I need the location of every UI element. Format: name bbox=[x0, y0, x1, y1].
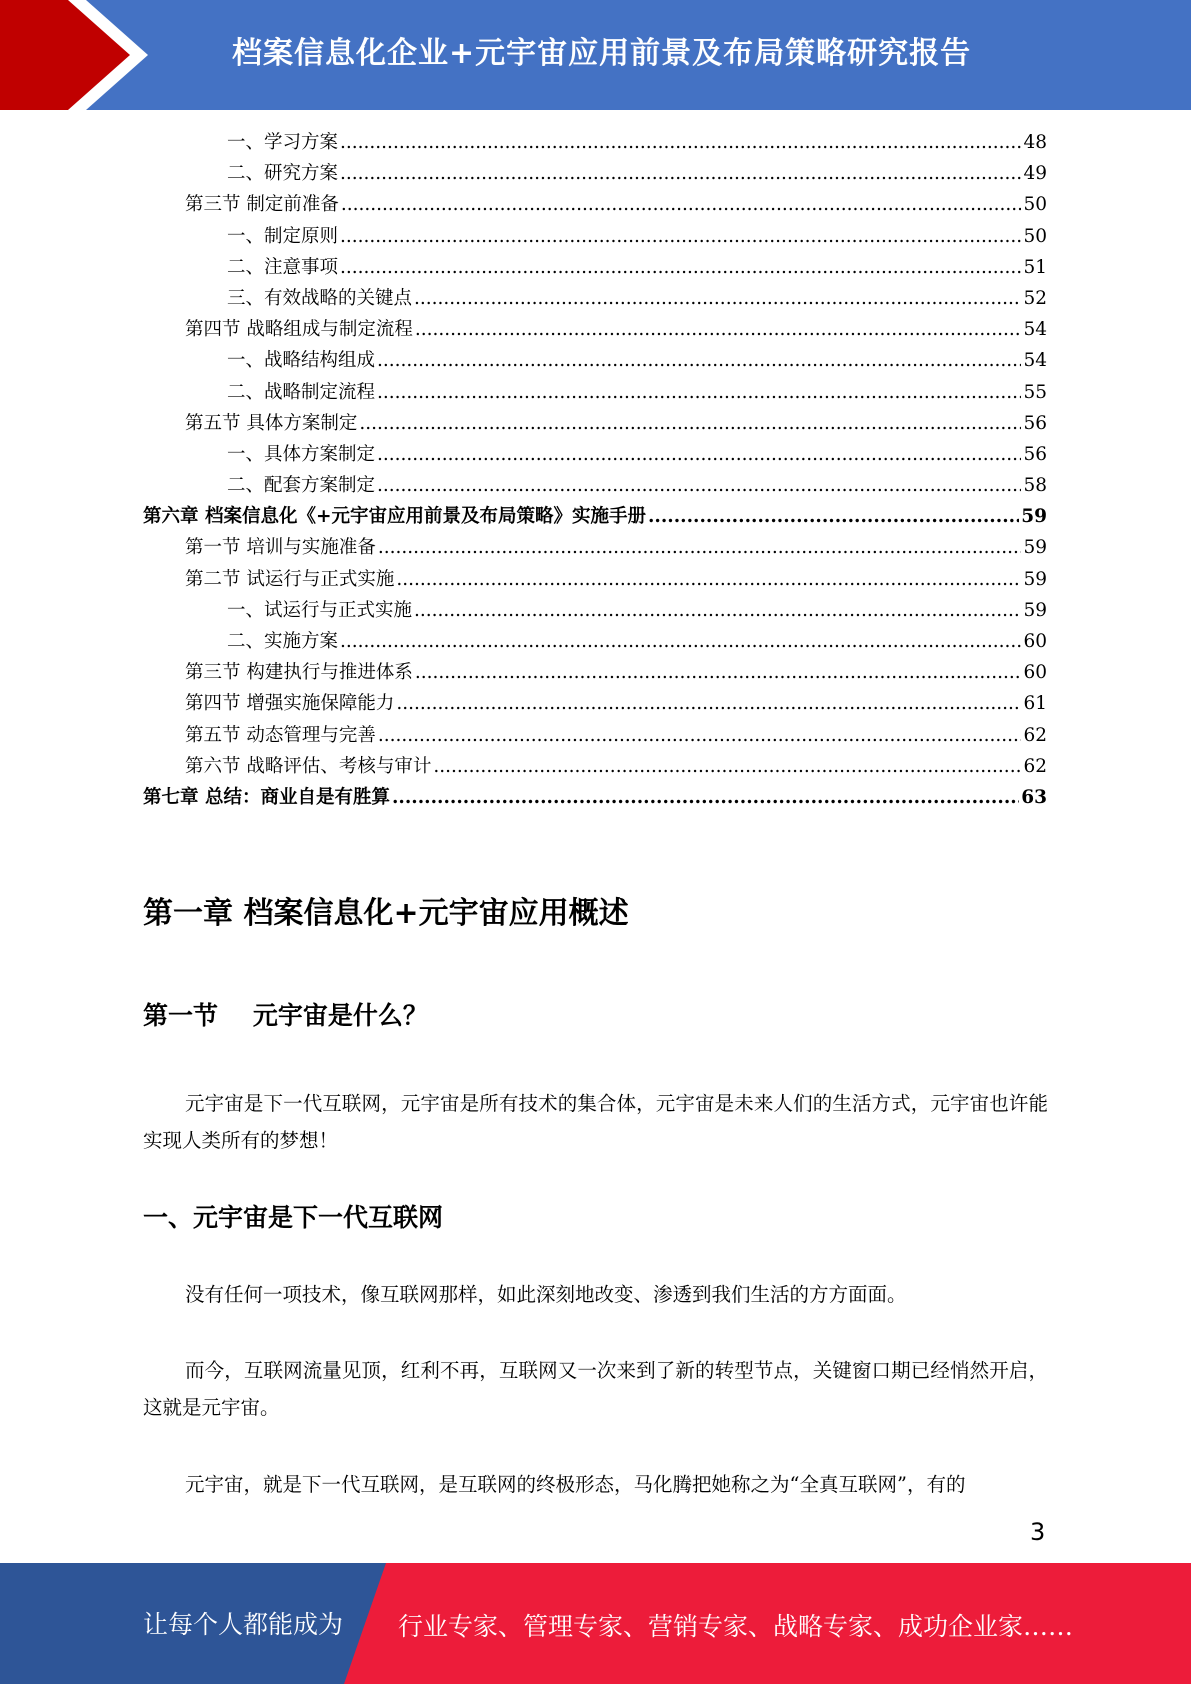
toc-entry-page: 59 bbox=[1023, 599, 1047, 621]
toc-entry[interactable] bbox=[143, 721, 1047, 752]
toc-entry[interactable] bbox=[143, 190, 1047, 221]
toc-entry[interactable] bbox=[143, 689, 1047, 720]
toc-dot-leader bbox=[377, 350, 1021, 371]
toc-entry-page: 50 bbox=[1023, 225, 1047, 247]
toc-dot-leader bbox=[415, 319, 1022, 340]
toc-entry-page: 48 bbox=[1023, 132, 1047, 153]
toc-entry[interactable] bbox=[143, 627, 1047, 658]
toc-entry-label: 一、战略结构组成 bbox=[227, 350, 376, 372]
toc-dot-leader bbox=[396, 569, 1021, 590]
body-paragraph-2: 而今，互联网流量见顶，红利不再，互联网又一次来到了新的转型节点，关键窗口期已经悄然开启，这就是元宇宙。 bbox=[143, 1359, 1048, 1419]
toc-entry-label: 二、实施方案 bbox=[227, 631, 339, 652]
toc-entry-page: 62 bbox=[1023, 755, 1047, 777]
toc-entry-page: 62 bbox=[1023, 724, 1047, 746]
toc-entry-page: 54 bbox=[1023, 350, 1047, 372]
toc-entry-label: 一、学习方案 bbox=[227, 132, 339, 153]
toc-entry[interactable] bbox=[143, 159, 1047, 190]
toc-entry-page: 54 bbox=[1023, 319, 1047, 341]
toc-entry[interactable] bbox=[143, 409, 1047, 440]
toc-entry-label: 一、具体方案制定 bbox=[227, 443, 376, 465]
toc-entry[interactable] bbox=[143, 752, 1047, 783]
toc-dot-leader bbox=[415, 662, 1022, 683]
toc-dot-leader bbox=[648, 506, 1019, 527]
toc-entry-label: 一、试运行与正式实施 bbox=[227, 599, 413, 621]
toc-dot-leader bbox=[341, 194, 1022, 215]
toc-entry-label: 第三节 制定前准备 bbox=[185, 194, 339, 216]
page-footer bbox=[0, 1563, 1191, 1684]
toc-entry-label: 一、制定原则 bbox=[227, 225, 339, 247]
toc-dot-leader bbox=[378, 725, 1022, 746]
section-title: 第一节 元宇宙是什么？ bbox=[143, 1001, 428, 1030]
toc-dot-leader bbox=[340, 631, 1021, 652]
toc-entry-label: 第七章 总结：商业自是有胜算 bbox=[143, 786, 390, 808]
toc-dot-leader bbox=[340, 163, 1021, 184]
toc-entry-label: 二、配套方案制定 bbox=[227, 475, 376, 497]
toc-dot-leader bbox=[433, 756, 1021, 777]
toc-dot-leader bbox=[340, 132, 1021, 153]
toc-dot-leader bbox=[377, 382, 1021, 403]
toc-entry-label: 第五节 具体方案制定 bbox=[185, 412, 358, 434]
toc-dot-leader bbox=[340, 226, 1021, 247]
page-header bbox=[0, 0, 1191, 110]
body-paragraph-1: 没有任何一项技术，像互联网那样，如此深刻地改变、渗透到我们生活的方方面面。 bbox=[185, 1283, 907, 1306]
toc-entry[interactable] bbox=[143, 315, 1047, 346]
toc-dot-leader bbox=[392, 787, 1019, 808]
toc-dot-leader bbox=[396, 693, 1021, 714]
toc-entry-label: 第二节 试运行与正式实施 bbox=[185, 568, 395, 590]
toc-entry[interactable] bbox=[143, 253, 1047, 284]
toc-entry[interactable] bbox=[143, 533, 1047, 564]
toc-entry-page: 51 bbox=[1023, 256, 1047, 278]
toc-entry-label: 第六节 战略评估、考核与审计 bbox=[185, 755, 432, 777]
footer-slogan-left: 让每个人都能成为 bbox=[143, 1610, 344, 1639]
toc-dot-leader bbox=[340, 257, 1021, 278]
footer-slogan-right: 行业专家、管理专家、营销专家、战略专家、成功企业家…… bbox=[398, 1612, 1074, 1641]
toc-entry-label: 二、注意事项 bbox=[227, 256, 339, 278]
toc-entry-label: 第四节 增强实施保障能力 bbox=[185, 693, 395, 715]
toc-entry-label: 第一节 培训与实施准备 bbox=[185, 537, 376, 559]
toc-dot-leader bbox=[359, 413, 1021, 434]
toc-entry-label: 第六章 档案信息化《+元宇宙应用前景及布局策略》实施手册 bbox=[143, 506, 646, 528]
toc-dot-leader bbox=[378, 537, 1022, 558]
toc-entry[interactable] bbox=[143, 471, 1047, 502]
toc-entry-page: 49 bbox=[1023, 163, 1047, 185]
toc-dot-leader bbox=[377, 475, 1021, 496]
toc-entry[interactable] bbox=[143, 783, 1047, 814]
toc-entry[interactable] bbox=[143, 284, 1047, 315]
toc-entry-label: 二、研究方案 bbox=[227, 163, 339, 185]
toc-entry-label: 第五节 动态管理与完善 bbox=[185, 724, 376, 746]
header-title: 档案信息化企业+元宇宙应用前景及布局策略研究报告 bbox=[232, 36, 972, 71]
toc-entry-page: 58 bbox=[1023, 475, 1047, 497]
toc-entry-page: 59 bbox=[1021, 506, 1047, 528]
toc-entry-page: 56 bbox=[1023, 412, 1047, 434]
toc-entry[interactable] bbox=[143, 128, 1047, 159]
toc-entry-page: 63 bbox=[1021, 786, 1047, 808]
toc-entry-page: 60 bbox=[1023, 662, 1047, 684]
toc-entry-page: 52 bbox=[1023, 287, 1047, 309]
toc-dot-leader bbox=[414, 600, 1021, 621]
toc-entry[interactable] bbox=[143, 440, 1047, 471]
toc-entry[interactable] bbox=[143, 502, 1047, 533]
toc-entry-label: 第四节 战略组成与制定流程 bbox=[185, 319, 413, 341]
subsection-title: 一、元宇宙是下一代互联网 bbox=[143, 1203, 444, 1232]
toc-entry-page: 50 bbox=[1023, 194, 1047, 216]
toc-entry[interactable] bbox=[143, 222, 1047, 253]
toc-entry-label: 三、有效战略的关键点 bbox=[227, 287, 413, 309]
toc-entry-label: 二、战略制定流程 bbox=[227, 381, 376, 403]
toc-entry-page: 60 bbox=[1023, 631, 1047, 652]
toc-entry[interactable] bbox=[143, 346, 1047, 377]
toc-entry[interactable] bbox=[143, 378, 1047, 409]
intro-paragraph: 元宇宙是下一代互联网，元宇宙是所有技术的集合体，元宇宙是未来人们的生活方式，元宇宙也许能实现人类所有的梦想！ bbox=[143, 1092, 1048, 1152]
toc-entry[interactable] bbox=[143, 658, 1047, 689]
toc-entry-label: 第三节 构建执行与推进体系 bbox=[185, 662, 413, 684]
toc-entry[interactable] bbox=[143, 565, 1047, 596]
toc-entry-page: 59 bbox=[1023, 568, 1047, 590]
page-number: 3 bbox=[1030, 1518, 1046, 1546]
body-paragraph-3: 元宇宙，就是下一代互联网，是互联网的终极形态，马化腾把她称之为“全真互联网”，有的 bbox=[185, 1473, 966, 1496]
header-arrow bbox=[0, 0, 130, 110]
toc-entry-page: 56 bbox=[1023, 443, 1047, 465]
table-of-contents bbox=[143, 128, 1047, 814]
toc-dot-leader bbox=[414, 288, 1021, 309]
chapter-title: 第一章 档案信息化+元宇宙应用概述 bbox=[143, 896, 629, 931]
toc-entry-page: 59 bbox=[1023, 537, 1047, 559]
toc-entry-page: 55 bbox=[1023, 381, 1047, 403]
toc-entry-page: 61 bbox=[1023, 693, 1047, 715]
toc-entry[interactable] bbox=[143, 596, 1047, 627]
toc-dot-leader bbox=[377, 444, 1021, 465]
